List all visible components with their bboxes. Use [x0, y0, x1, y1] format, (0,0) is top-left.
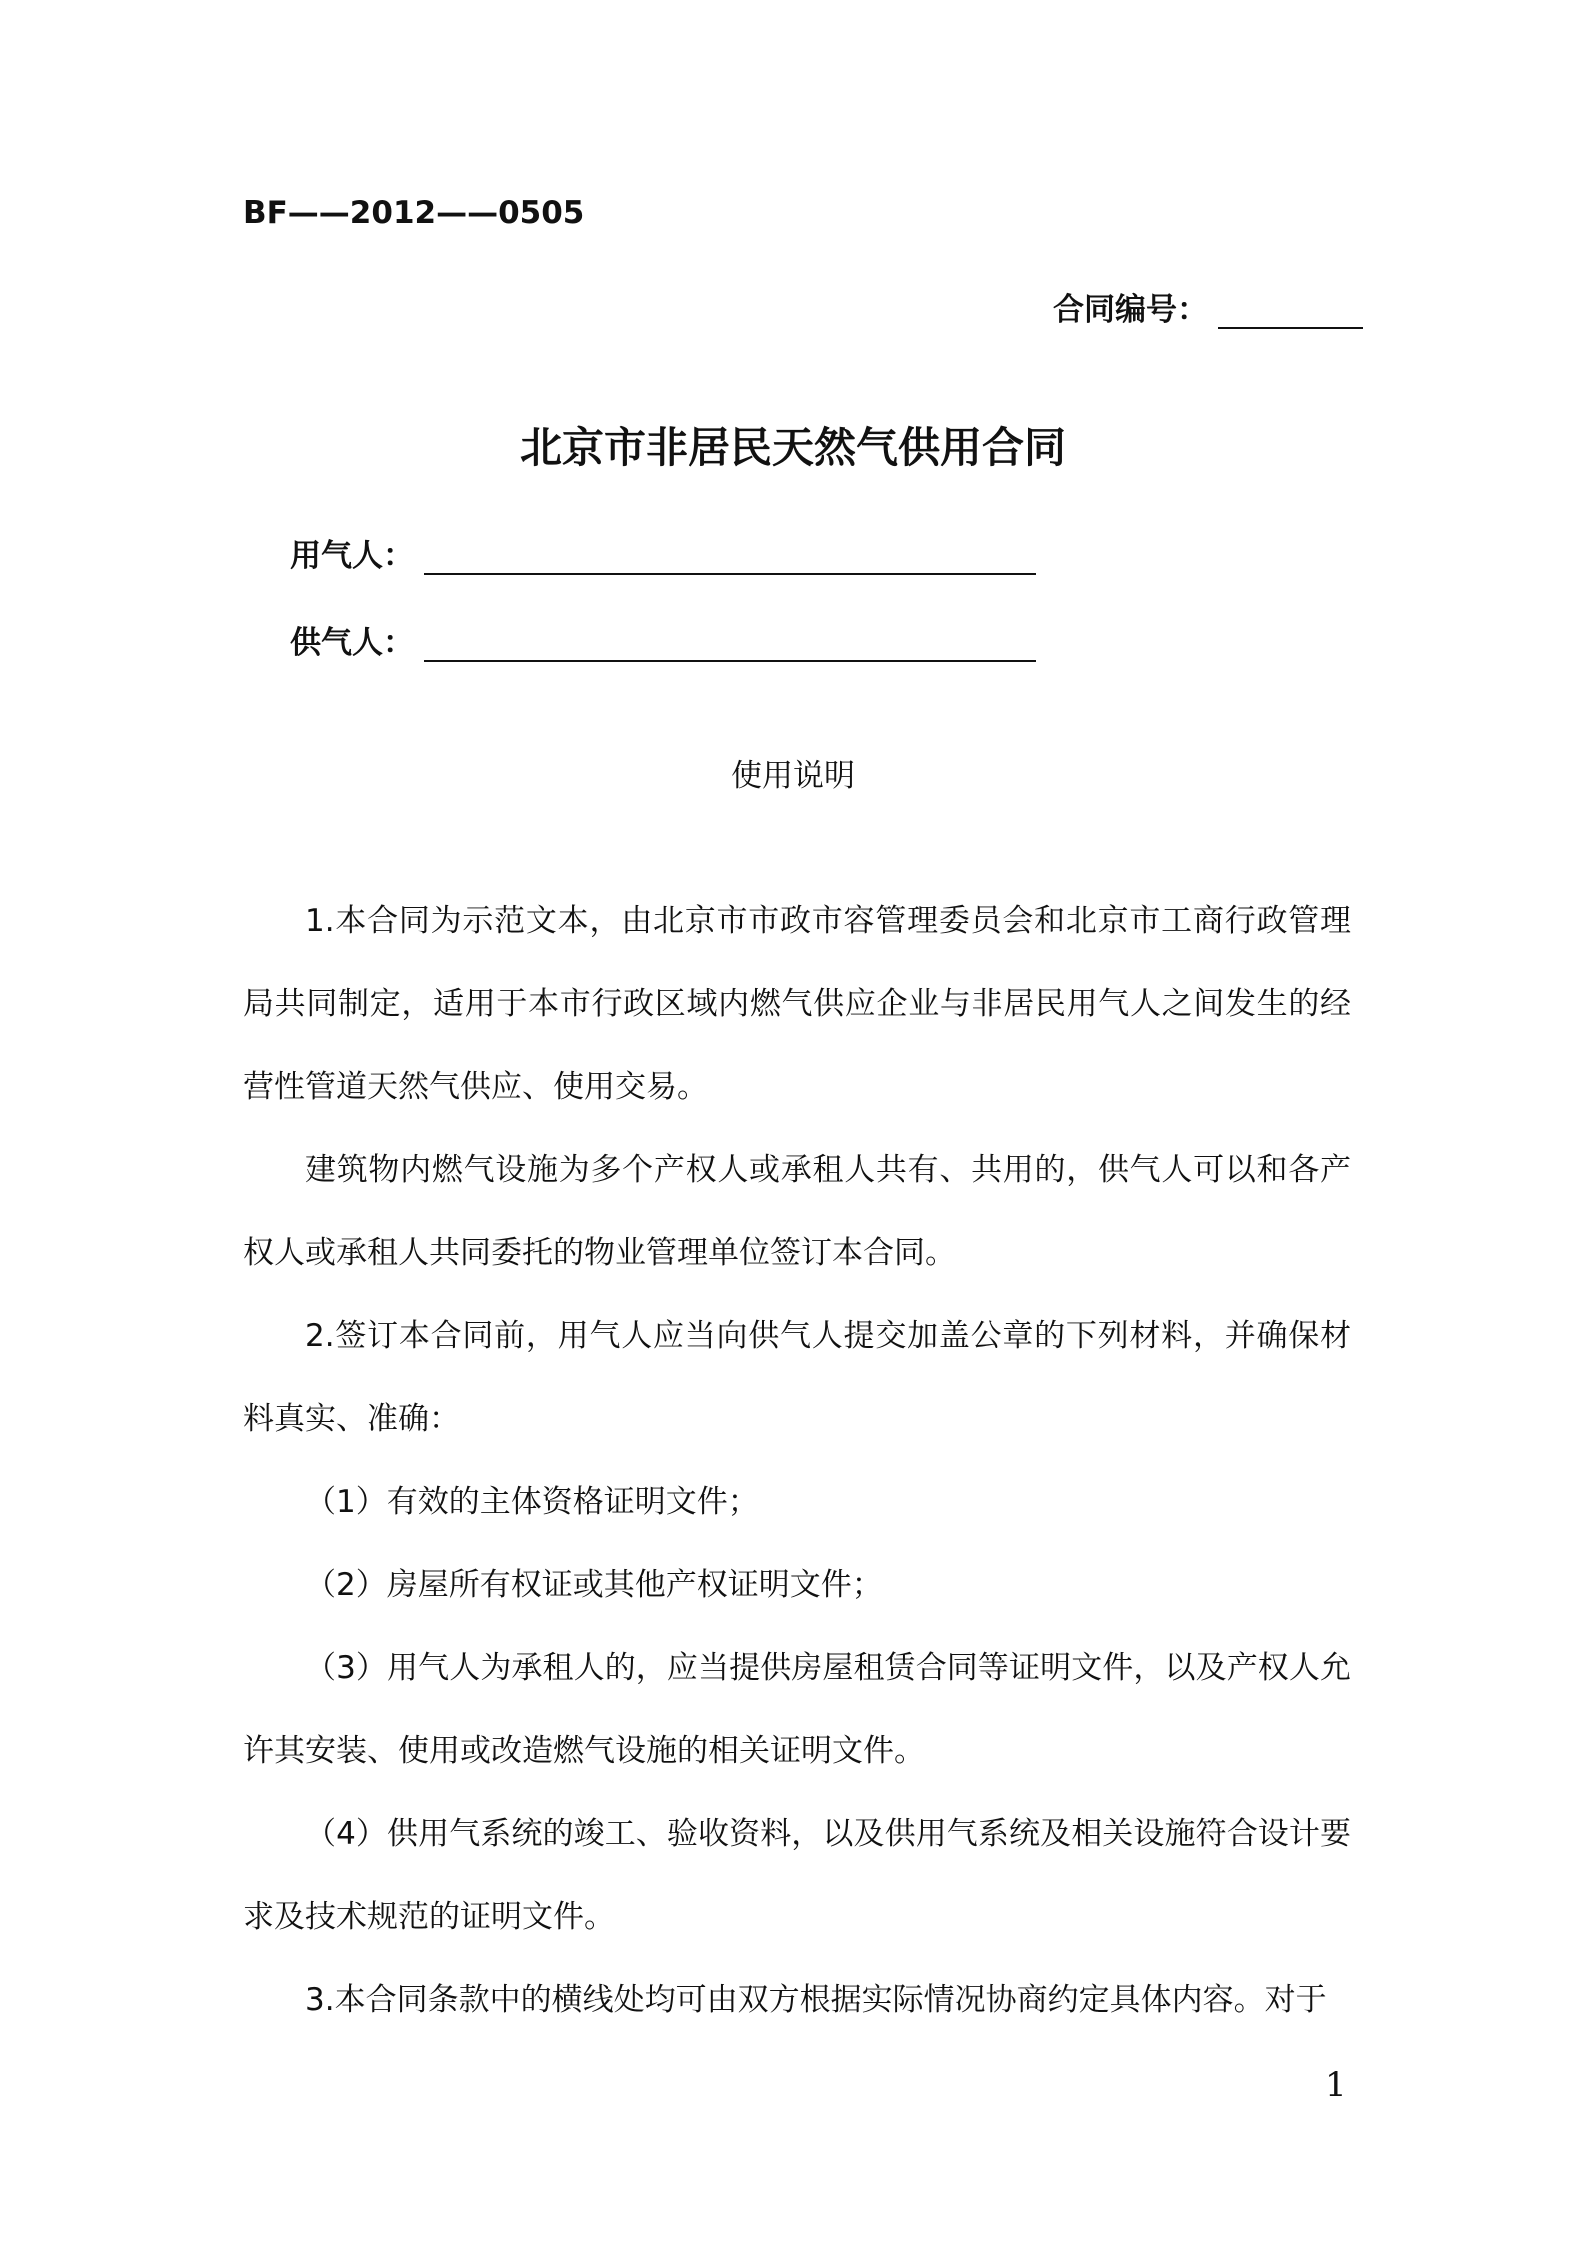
gas-user-label: 用气人：: [290, 538, 414, 574]
gas-user-blank[interactable]: [424, 533, 1036, 575]
page-number: 1: [1325, 2065, 1347, 2105]
gas-supplier-blank[interactable]: [424, 620, 1036, 662]
gas-user-field: [290, 530, 1036, 575]
document-code: BF——2012——0505: [243, 195, 585, 231]
list-item-2: （2）房屋所有权证或其他产权证明文件；: [305, 1567, 883, 1603]
list-item-1: （1）有效的主体资格证明文件；: [305, 1484, 759, 1520]
paragraph-2: 建筑物内燃气设施为多个产权人或承租人共有、共用的，供气人可以和各产权人或承租人共同委托的物业管理单位签订本合同。: [243, 1152, 1351, 1271]
list-item-3: （3）用气人为承租人的，应当提供房屋租赁合同等证明文件，以及产权人允许其安装、使用或改造燃气设施的相关证明文件。: [243, 1650, 1351, 1769]
document-title: 北京市非居民天然气供用合同: [519, 423, 1066, 472]
contract-number-field: [1053, 284, 1363, 329]
paragraph-4: 3.本合同条款中的横线处均可由双方根据实际情况协商约定具体内容。对于: [305, 1982, 1327, 2018]
usage-instructions-heading: 使用说明: [731, 758, 855, 794]
paragraph-3: 2.签订本合同前，用气人应当向供气人提交加盖公章的下列材料，并确保材料真实、准确：: [243, 1318, 1351, 1437]
usage-instructions-body: [243, 880, 1351, 2042]
list-item-4: （4）供用气系统的竣工、验收资料，以及供用气系统及相关设施符合设计要求及技术规范的证明文件。: [243, 1816, 1351, 1935]
contract-number-label: 合同编号：: [1053, 292, 1208, 328]
gas-supplier-label: 供气人：: [290, 625, 414, 661]
contract-number-blank[interactable]: [1218, 291, 1363, 329]
paragraph-1: 1.本合同为示范文本，由北京市市政市容管理委员会和北京市工商行政管理局共同制定，适用于本市行政区域内燃气供应企业与非居民用气人之间发生的经营性管道天然气供应、使用交易。: [243, 903, 1351, 1105]
gas-supplier-field: [290, 617, 1036, 662]
